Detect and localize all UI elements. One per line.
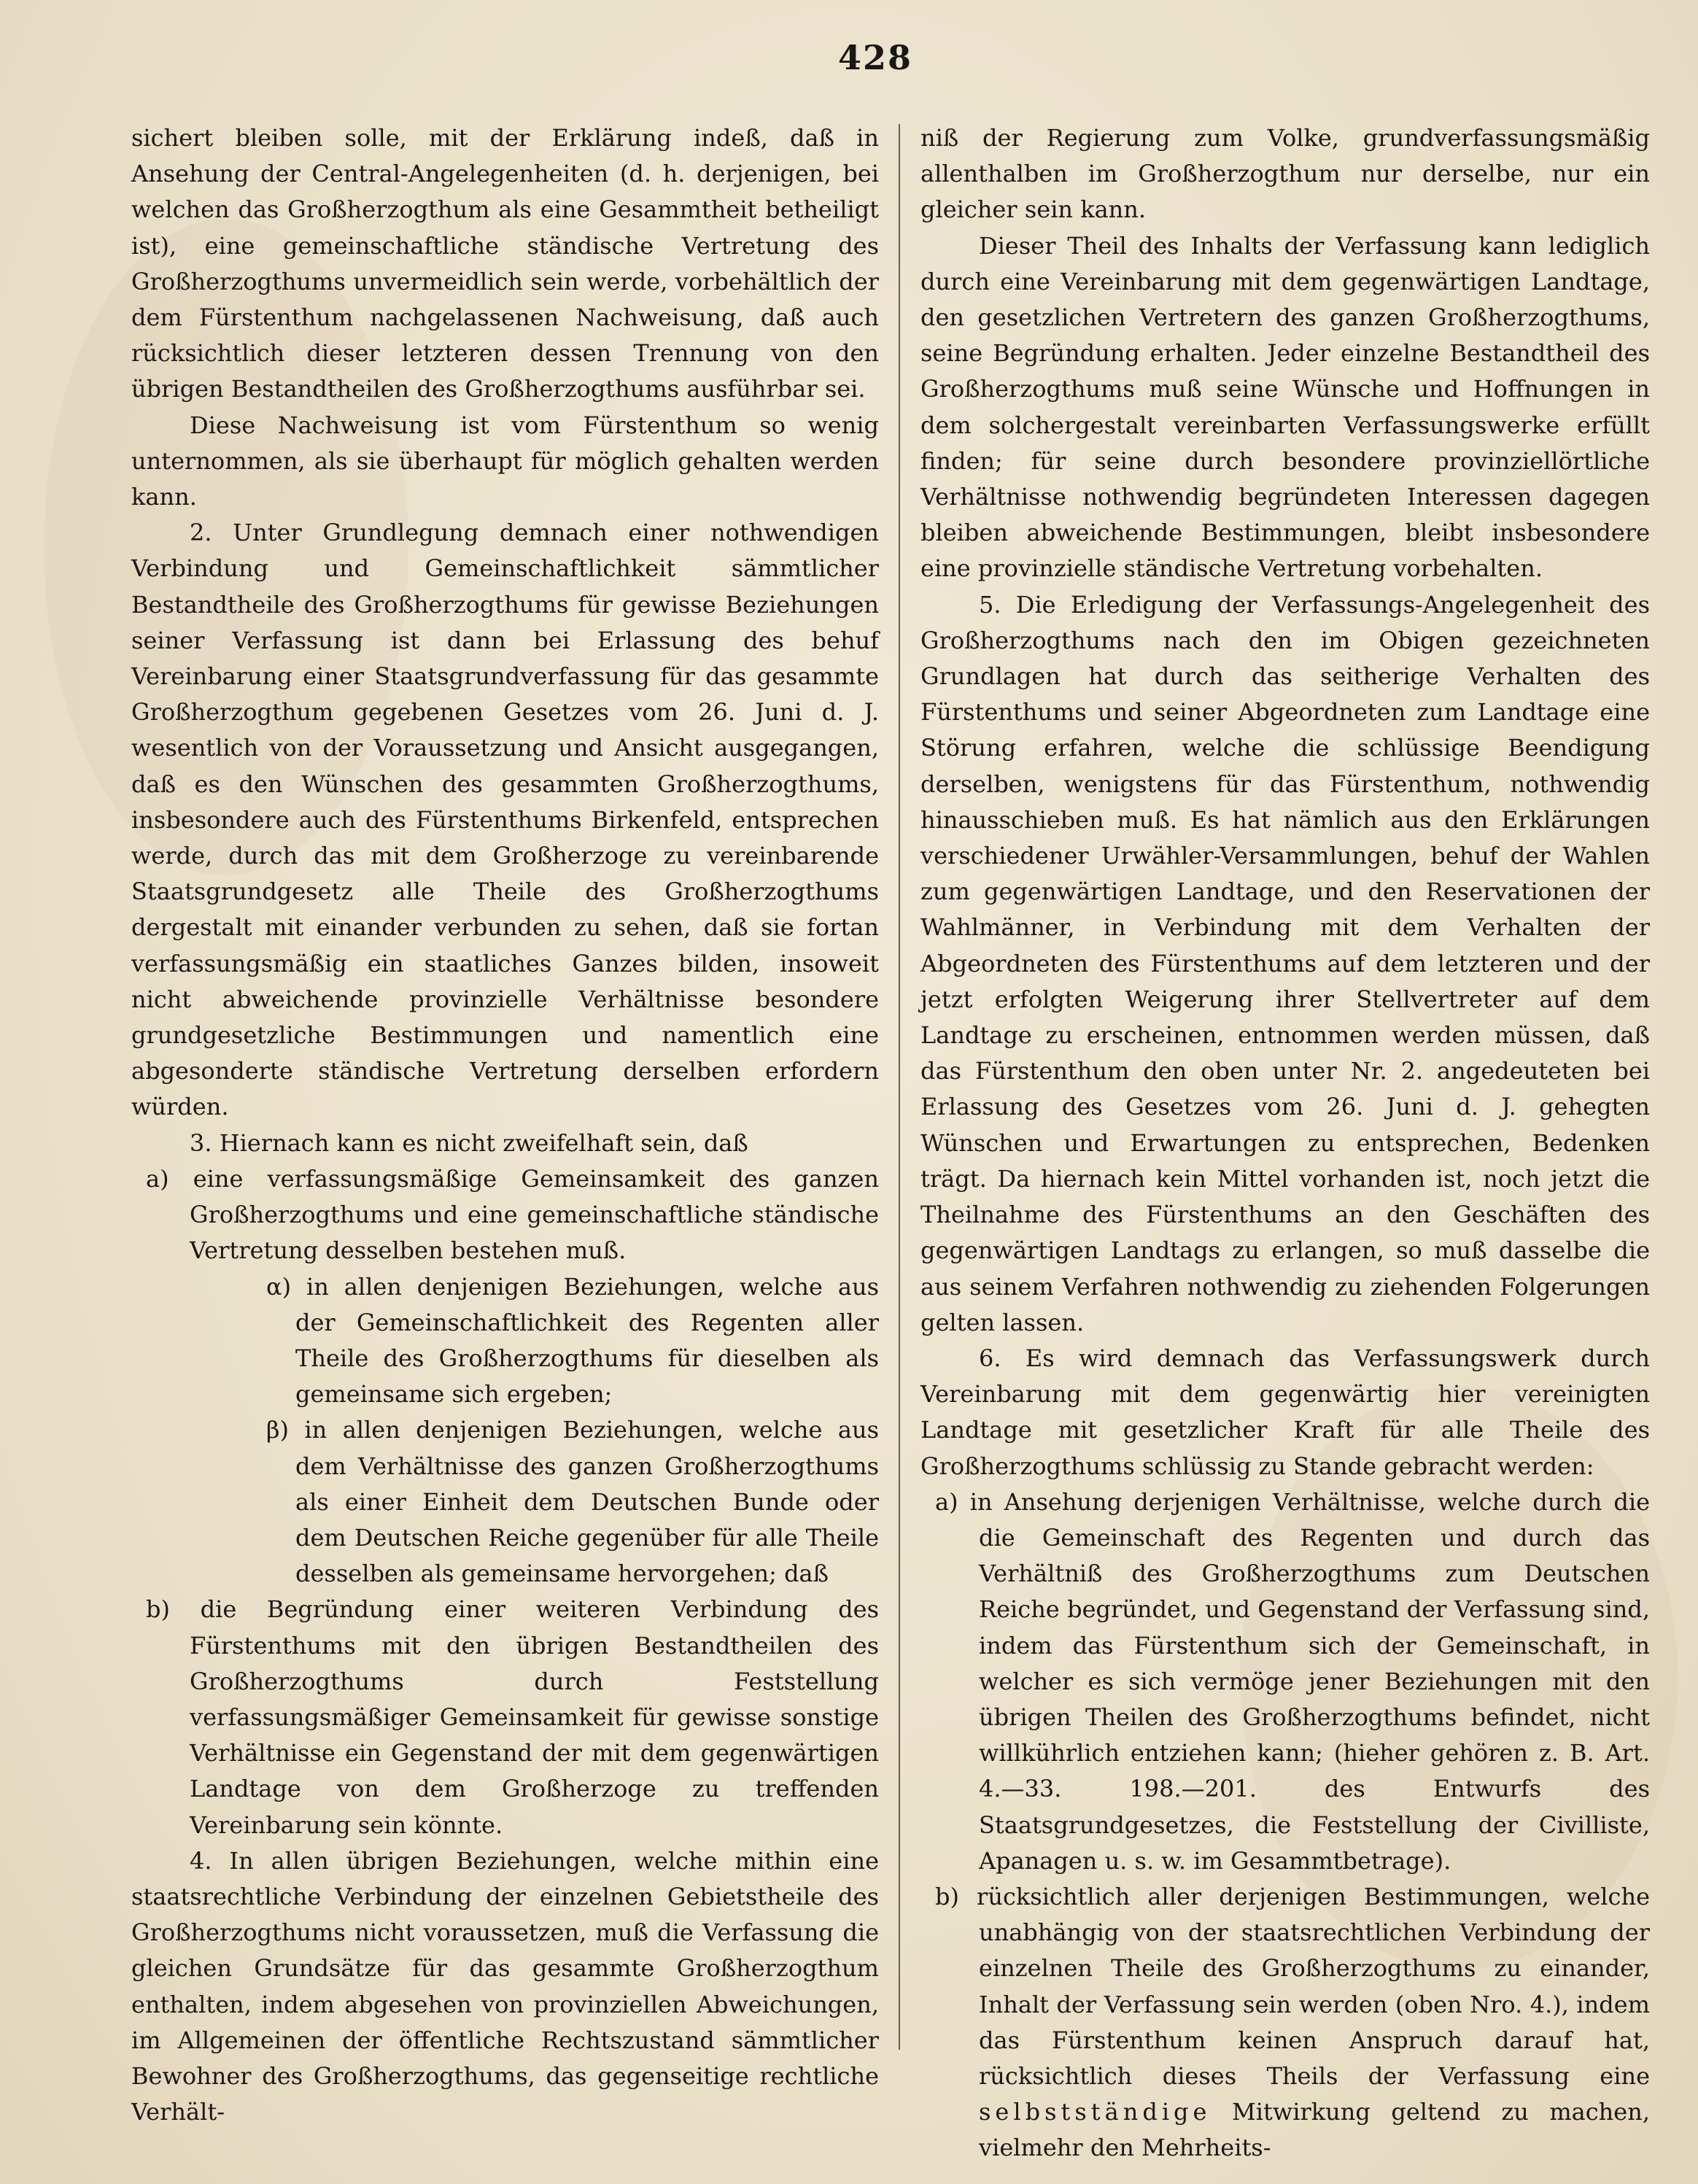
left-text-column (131, 120, 879, 2130)
paragraph-text: 6. Es wird demnach das Verfassungswerk durch Vereinbarung mit dem gegenwärtig hier vereinigten Landtage mit gesetzlicher Kraft für alle Theile des Großherzogthums schlüssig zu Stande gebracht werden: (920, 1344, 1650, 1480)
paragraph (131, 120, 879, 408)
list-item (920, 1484, 1650, 1879)
paragraph-text: niß der Regierung zum Volke, grundverfassungsmäßig allenthalben im Großherzogthum nur derselbe, nur ein gleicher sein kann. (920, 124, 1650, 224)
paragraph-text: 2. Unter Grundlegung demnach einer nothwendigen Verbindung und Gemeinschaftlichkeit sämmtlicher Bestandtheile des Großherzogthums für gewisse Beziehungen seiner Verfassung ist dann bei Erlassung des behuf Vereinbarung einer Staatsgrundverfassung für das gesammte Großherzogthum gegebenen Gesetzes vom 26. Juni d. J. wesentlich von der Voraussetzung und Ansicht ausgegangen, daß es den Wünschen des gesammten Großherzogthums, insbesondere auch des Fürstenthums Birkenfeld, entsprechen werde, durch das mit dem Großherzoge zu vereinbarende Staatsgrundgesetz alle Theile des Großherzogthums dergestalt mit einander verbunden zu sehen, daß sie fortan verfassungsmäßig ein staatliches Ganzes bilden, insoweit nicht abweichende provinzielle Verhältnisse besondere grundgesetzliche Bestimmungen und namentlich eine abgesonderte ständische Vertretung derselben erfordern würden. (131, 519, 879, 1121)
right-text-column (920, 120, 1650, 2166)
paragraph (920, 120, 1650, 228)
paragraph-text: sichert bleiben solle, mit der Erklärung indeß, daß in Ansehung der Central-Angelegenheiten (d. h. derjenigen, bei welchen das Großherzogthum als eine Gesammtheit betheiligt ist), eine gemeinschaftliche ständische Vertretung des Großherzogthums unvermeidlich sein werde, vorbehältlich der dem Fürstenthum nachgelassenen Nachweisung, daß auch rücksichtlich dieser letzteren dessen Trennung von den übrigen Bestandtheilen des Großherzogthums ausführbar sei. (131, 124, 879, 403)
paragraph-text: b) die Begründung einer weiteren Verbindung des Fürstenthums mit den übrigen Bestandtheilen des Großherzogthums durch Feststellung verfassungsmäßiger Gemeinsamkeit für gewisse sonstige Verhältnisse ein Gegenstand der mit dem gegenwärtigen Landtage von dem Großherzoge zu treffenden Vereinbarung sein könnte. (146, 1595, 879, 1839)
list-item (920, 1879, 1650, 2166)
paragraph-text: 3. Hiernach kann es nicht zweifelhaft sein, daß (190, 1128, 748, 1157)
paragraph (920, 1341, 1650, 1484)
paragraph (920, 228, 1650, 587)
paragraph (131, 515, 879, 1125)
column-divider (899, 124, 900, 2050)
paragraph (920, 587, 1650, 1341)
paragraph-text: β) in allen denjenigen Beziehungen, welche aus dem Verhältnisse des ganzen Großherzogthums als einer Einheit dem Deutschen Bunde oder dem Deutschen Reiche gegenüber für alle Theile desselben als gemeinsame hervorgehen; daß (266, 1416, 879, 1588)
paragraph (131, 1843, 879, 2131)
paragraph (131, 408, 879, 516)
list-item (131, 1161, 879, 1269)
paragraph-text: 4. In allen übrigen Beziehungen, welche mithin eine staatsrechtliche Verbindung der einzelnen Gebietstheile des Großherzogthums nicht voraussetzen, muß die Verfassung die gleichen Grundsätze für das gesammte Großherzogthum enthalten, indem abgesehen von provinziellen Abweichungen, im Allgemeinen der öffentliche Rechtszustand sämmtlicher Bewohner des Großherzogthums, das gegenseitige rechtliche Verhält- (131, 1846, 879, 2126)
page-number: 428 (837, 38, 913, 77)
emphasis-spaced-text: selbstständige (979, 2098, 1212, 2126)
paragraph-text: Diese Nachweisung ist vom Fürstenthum so wenig unternommen, als sie überhaupt für möglich gehalten werden kann. (131, 411, 879, 511)
paragraph-text: b) rücksichtlich aller derjenigen Bestimmungen, welche unabhängig von der staatsrechtlichen Verbindung der einzelnen Theile des Großherzogthums zu einander, Inhalt der Verfassung sein werden (oben Nro. 4.), indem das Fürstenthum keinen Anspruch darauf hat, rücksichtlich dieses Theils der Verfassung eine (935, 1882, 1650, 2090)
sub-list-item (131, 1269, 879, 1413)
sub-list-item (131, 1412, 879, 1592)
paragraph-text: a) eine verfassungsmäßige Gemeinsamkeit des ganzen Großherzogthums und eine gemeinschaftliche ständische Vertretung desselben bestehen muß. (146, 1164, 879, 1265)
paragraph-text: a) in Ansehung derjenigen Verhältnisse, welche durch die die Gemeinschaft des Regenten und durch das Verhältniß des Großherzogthums zum Deutschen Reiche begründet, und Gegenstand der Verfassung sind, indem das Fürstenthum sich der Gemeinschaft, in welcher es sich vermöge jener Beziehungen mit den übrigen Theilen des Großherzogthums befindet, nicht willkührlich entziehen kann; (hieher gehören z. B. Art. 4.—33. 198.—201. des Entwurfs des Staatsgrundgesetzes, die Feststellung der Civilliste, Apanagen u. s. w. im Gesammtbetrage). (935, 1487, 1650, 1875)
list-item (131, 1592, 879, 1843)
paragraph-text: Dieser Theil des Inhalts der Verfassung kann lediglich durch eine Vereinbarung mit dem gegenwärtigen Landtage, den gesetzlichen Vertretern des ganzen Großherzogthums, seine Begründung erhalten. Jeder einzelne Bestandtheil des Großherzogthums muß seine Wünsche und Hoffnungen in dem solchergestalt vereinbarten Verfassungswerke erfüllt finden; für seine durch besondere provinziellörtliche Verhältnisse nothwendig begründeten Interessen dagegen bleiben abweichende Bestimmungen, bleibt insbesondere eine provinzielle ständische Vertretung vorbehalten. (920, 231, 1650, 583)
paragraph (131, 1126, 879, 1161)
paragraph-text: α) in allen denjenigen Beziehungen, welche aus der Gemeinschaftlichkeit des Regenten aller Theile des Großherzogthums für dieselben als gemeinsame sich ergeben; (266, 1272, 879, 1409)
paragraph-text: Mitwirkung geltend zu machen, vielmehr den Mehrheits- (979, 2098, 1651, 2162)
paragraph-text: 5. Die Erledigung der Verfassungs-Angelegenheit des Großherzogthums nach den im Obigen gezeichneten Grundlagen hat durch das seitherige Verhalten des Fürstenthums und seiner Abgeordneten zum Landtage eine Störung erfahren, welche die schlüssige Beendigung derselben, wenigstens für das Fürstenthum, nothwendig hinausschieben muß. Es hat nämlich aus den Erklärungen verschiedener Urwähler-Versammlungen, behuf der Wahlen zum gegenwärtigen Landtage, und den Reservationen der Wahlmänner, in Verbindung mit dem Verhalten der Abgeordneten des Fürstenthums auf dem letzteren und der jetzt erfolgten Weigerung ihrer Stellvertreter auf dem Landtage zu erscheinen, entnommen werden müssen, daß das Fürstenthum den oben unter Nr. 2. angedeuteten bei Erlassung des Gesetzes vom 26. Juni d. J. gehegten Wünschen und Erwartungen zu entsprechen, Bedenken trägt. Da hiernach kein Mittel vorhanden ist, noch jetzt die Theilnahme des Fürstenthums an den Geschäften des gegenwärtigen Landtags zu erlangen, so muß dasselbe die aus seinem Verfahren nothwendig zu ziehenden Folgerungen gelten lassen. (920, 590, 1650, 1336)
